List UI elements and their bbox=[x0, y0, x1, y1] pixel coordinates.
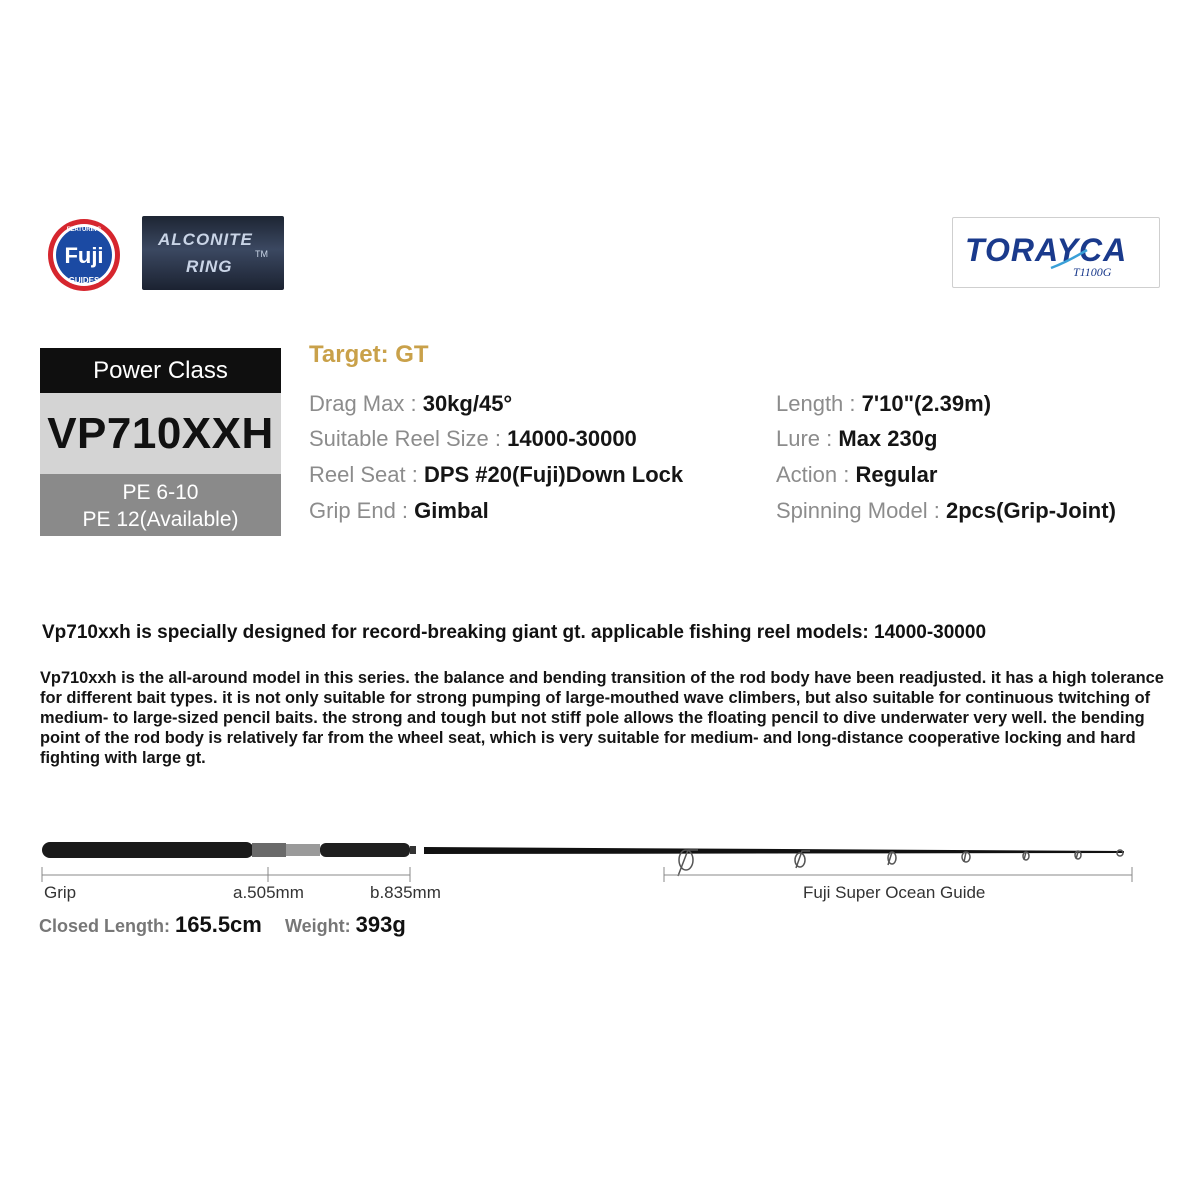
fore-grip bbox=[320, 843, 410, 857]
dimension-lines bbox=[42, 867, 1132, 882]
alconite-line2: RING bbox=[186, 257, 233, 276]
description-paragraph: Vp710xxh is the all-around model in this series. the balance and bending transition of the rod body have been readjusted. it has a high tolerance for different bait types. it is not only suitable for strong pumping of large-mouthed wave climbers, but also suitable for continuous twitching of medium- to large-sized pencil baits. the strong and tough but not stiff pole allows the floating pencil to dive underwater very well. the bending point of the rod body is relatively far from the wheel seat, which is very suitable for medium- and long-distance cooperative locking and hard fighting with large gt. bbox=[40, 669, 1164, 767]
spec-drag-max: Drag Max : 30kg/45° bbox=[309, 391, 513, 416]
fuji-name-text: Fuji bbox=[64, 243, 104, 268]
spec-reel-seat: Reel Seat : DPS #20(Fuji)Down Lock bbox=[309, 462, 684, 487]
grip-length-a-label: a.505mm bbox=[233, 883, 304, 902]
grip-label: Grip bbox=[44, 883, 77, 902]
pe-line1: PE 6-10 bbox=[122, 481, 199, 504]
guide-label: Fuji Super Ocean Guide bbox=[803, 883, 986, 902]
spec-lure: Lure : Max 230g bbox=[776, 426, 938, 451]
spec-length: Length : 7'10"(2.39m) bbox=[776, 391, 992, 416]
fuji-guides-text: GUIDES bbox=[68, 276, 100, 285]
power-class-header: Power Class bbox=[40, 348, 281, 393]
rod-grip bbox=[42, 842, 254, 858]
torayca-logo bbox=[952, 217, 1160, 288]
weight: Weight: 393g bbox=[285, 912, 406, 937]
spec-grip-end: Grip End : Gimbal bbox=[309, 498, 489, 523]
reel-seat bbox=[252, 843, 286, 857]
pe-line2: PE 12(Available) bbox=[82, 508, 239, 531]
rod-guides bbox=[678, 850, 1123, 876]
closed-length: Closed Length: 165.5cm bbox=[39, 912, 262, 937]
spec-action: Action : Regular bbox=[776, 462, 938, 487]
fuji-guides-logo bbox=[40, 217, 128, 293]
model-name: VP710XXH bbox=[40, 393, 281, 474]
spec-model: Spinning Model : 2pcs(Grip-Joint) bbox=[776, 498, 1116, 523]
pe-rating bbox=[40, 474, 281, 536]
reel-seat-lock bbox=[286, 844, 320, 856]
torayca-sub: T1100G bbox=[1073, 265, 1112, 279]
power-class-box bbox=[40, 348, 281, 536]
rod-illustration bbox=[0, 820, 1200, 910]
torayca-swoosh-icon bbox=[1049, 248, 1089, 270]
joint-cap bbox=[410, 846, 416, 854]
alconite-ring-badge bbox=[142, 216, 284, 290]
target-species: Target: GT bbox=[309, 341, 429, 368]
spec-reel-size: Suitable Reel Size : 14000-30000 bbox=[309, 426, 637, 451]
fuji-featuring-text: FEATURING bbox=[66, 227, 102, 233]
alconite-line1: ALCONITE bbox=[158, 230, 253, 249]
torayca-brand: TORAYCA bbox=[965, 232, 1128, 268]
rod-blank bbox=[424, 847, 1124, 854]
grip-length-b-label: b.835mm bbox=[370, 883, 441, 902]
alconite-tm: TM bbox=[255, 249, 268, 259]
headline-text: Vp710xxh is specially designed for record-breaking giant gt. applicable fishing reel models: 14000-30000 bbox=[42, 622, 987, 643]
